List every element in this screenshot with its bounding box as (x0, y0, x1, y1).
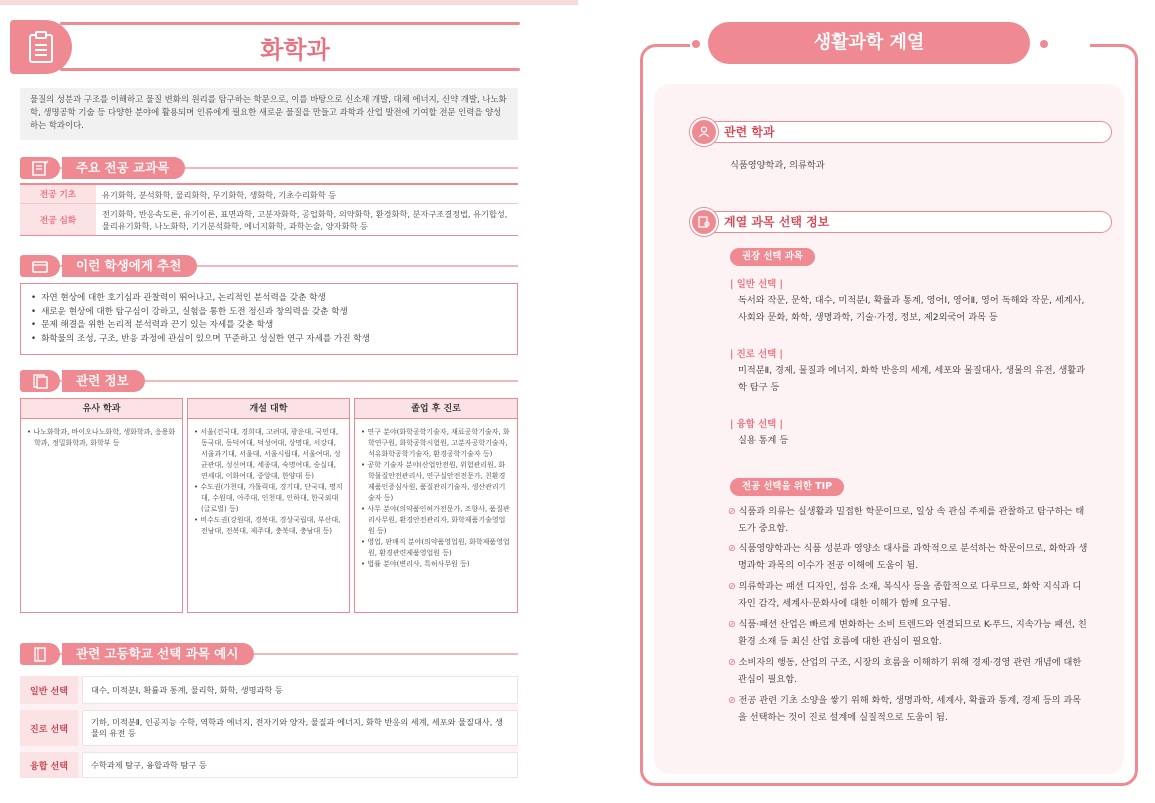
tip-mark: ⊘ (728, 581, 736, 592)
list-item: • 수도권(가천대, 가톨릭대, 경기대, 단국대, 명지대, 수원대, 아주대, 인천대, 인하대, 한국외대(글로벌) 등) (194, 482, 343, 515)
select-info-title: 계열 과목 선택 정보 (712, 211, 1112, 233)
tip-mark: ⊘ (728, 619, 736, 630)
top-strip (0, 0, 578, 5)
department-intro: 물질의 성분과 구조를 이해하고 물질 변화의 원리를 탐구하는 학문으로, 이를 바탕으로 신소재 개발, 대체 에너지, 신약 개발, 나노화학, 생명공학 기술 등 다양한 분야에 활용되며 인류에게 필요한 새로운 물질을 만들고 과학과 산업 발전에 기여할 전문 인력을 양성하는 학과이다. (20, 88, 518, 140)
tip-mark: ⊘ (728, 506, 736, 517)
general-select-label: | 일반 선택 | (730, 279, 783, 290)
tip-item (728, 540, 1090, 574)
tip-item (728, 692, 1090, 726)
list-item: • 공학 기술자 분야(산업안전원, 위험관리원, 화학물질안전관리사, 연구실안전전문가, 친환경제품인증심사원, 품질관리기술자, 생산관리기술자 등) (361, 460, 511, 504)
tip-item (728, 578, 1090, 612)
table-row (20, 185, 518, 204)
field-banner: 생활과학 계열 (708, 22, 1030, 64)
hs-value: 기하, 미적분Ⅱ, 인공지능 수학, 역학과 에너지, 전자기와 양자, 물질과 에너지, 화학 반응의 세계, 세포와 물질대사, 생물의 유전 등 (82, 710, 518, 746)
table-row (20, 204, 518, 235)
list-item: • 화학물의 조성, 구조, 반응 과정에 관심이 있으며 꾸준하고 성실한 연구 자세를 가진 학생 (31, 333, 507, 347)
info-section-header (20, 370, 518, 392)
person-icon (697, 125, 711, 139)
tip-text: 의류학과는 패션 디자인, 섬유 소재, 복식사 등을 종합적으로 다루므로, 화학 지식과 디자인 감각, 세계사·문화사에 대한 이해가 함께 요구됨. (738, 581, 1082, 609)
course-label: 전공 심화 (20, 204, 96, 235)
similar-dept-column (20, 398, 183, 613)
info-section-title: 관련 정보 (62, 370, 145, 392)
header-line-bottom (60, 68, 520, 71)
banner-dot-left (692, 40, 700, 48)
select-info-header (690, 208, 1112, 236)
banner-dot-right (1040, 40, 1048, 48)
fusion-select-courses: 실용 통계 등 (738, 435, 789, 446)
recommend-section-header (20, 255, 518, 277)
list-item: • 법률 분야(변리사, 특허사무원 등) (361, 559, 511, 570)
clipboard-icon-box (10, 20, 72, 74)
courses-table (20, 183, 518, 236)
table-row (20, 710, 518, 746)
tip-text: 식품·패션 산업은 빠르게 변화하는 소비 트렌드와 연결되므로 K-푸드, 지속가능 패션, 친환경 소재 등 최신 산업 흐름에 대한 관심이 필요함. (738, 619, 1087, 647)
career-select-label: | 진로 선택 | (730, 349, 783, 360)
hs-label: 융합 선택 (20, 752, 78, 778)
career-column (354, 398, 518, 613)
book-search-icon (697, 215, 711, 229)
recommend-list (20, 283, 518, 355)
list-item: • 서울(건국대, 경희대, 고려대, 광운대, 국민대, 동국대, 동덕여대, 덕성여대, 상명대, 서강대, 서울과기대, 서울대, 서울시립대, 서울여대, 성균관대, 성신여대, 세종대, 숙명여대, 숭실대, 연세대, 이화여대, 중앙대, 한양대 등) (194, 427, 343, 482)
clipboard-icon (26, 30, 56, 64)
notebook-icon-box (20, 157, 60, 179)
course-value: 전기화학, 반응속도론, 유기이론, 표면과학, 고분자화학, 공업화학, 의약화학, 환경화학, 분자구조결정법, 유기합성, 물리유기화학, 나노화학, 기기분석화학, 에너지화학, 과학논술, 양자화학 등 (102, 209, 508, 231)
list-item: • 사무 분야(의약품인허가전문가, 조향사, 품질관리사무원, 환경안전관리자, 화학제품기술영업원 등) (361, 504, 511, 537)
hs-label: 진로 선택 (20, 710, 78, 746)
hs-value: 대수, 미적분Ⅰ, 확률과 통계, 물리학, 화학, 생명과학 등 (82, 676, 518, 704)
hs-section-header (20, 643, 518, 665)
notebook-icon (31, 160, 49, 176)
hs-label: 일반 선택 (20, 676, 78, 704)
courses-section-title: 주요 전공 교과목 (62, 157, 185, 179)
tip-text: 식품과 의류는 실생활과 밀접한 학문이므로, 일상 속 관심 주제를 관찰하고 탐구하는 태도가 중요함. (738, 506, 1085, 534)
tip-text: 식품영양학과는 식품 성분과 영양소 대사를 과학적으로 분석하는 학문이므로, 화학과 생명과학 과목의 이수가 전공 이해에 도움이 됨. (738, 543, 1088, 571)
folder-icon (31, 258, 49, 274)
page-title: 화학과 (260, 36, 330, 64)
related-dept-header (690, 118, 1112, 146)
univ-column (187, 398, 350, 613)
documents-icon-box (20, 370, 60, 392)
tip-text: 전공 관련 기초 소양을 쌓기 위해 화학, 생명과학, 세계사, 확률과 통계, 경제 등의 과목을 선택하는 것이 진로 설계에 실질적으로 도움이 됨. (738, 695, 1082, 723)
table-row (20, 752, 518, 778)
list-item: • 새로운 현상에 대한 탐구심이 강하고, 실험을 통한 도전 정신과 창의력을 갖춘 학생 (31, 306, 507, 320)
list-item: • 문제 해결을 위한 논리적 분석력과 끈기 있는 자세를 갖춘 학생 (31, 319, 507, 333)
tip-mark: ⊘ (728, 695, 736, 706)
tip-item (728, 654, 1090, 688)
hs-section-title: 관련 고등학교 선택 과목 예시 (62, 643, 254, 665)
table-row (20, 676, 518, 704)
documents-icon (31, 373, 49, 389)
list-item: • 나노화학과, 바이오나노화학, 생화학과, 응용화학과, 정밀화학과, 화학부 등 (27, 427, 176, 449)
courses-section-header (20, 157, 518, 179)
person-icon-circle (690, 118, 718, 146)
list-item: • 자연 현상에 대한 호기심과 관찰력이 뛰어나고, 논리적인 분석력을 갖춘 학생 (31, 292, 507, 306)
hs-table (20, 676, 518, 784)
book-icon-box (20, 643, 60, 665)
list-item: • 영업, 판매직 분야(의약품영업원, 화학제품영업원, 환경관련제품영업원 등) (361, 537, 511, 559)
recommend-section-title: 이런 학생에게 추천 (62, 255, 197, 277)
tip-mark: ⊘ (728, 657, 736, 668)
list-item: • 비수도권(강원대, 경북대, 경상국립대, 부산대, 전남대, 전북대, 제주대, 충북대, 충남대 등) (194, 515, 343, 537)
hs-value: 수학과제 탐구, 융합과학 탐구 등 (82, 752, 518, 778)
book-search-icon-circle (690, 208, 718, 236)
tip-item (728, 503, 1090, 537)
related-dept-title: 관련 학과 (712, 121, 1112, 143)
folder-icon-box (20, 255, 60, 277)
header-line-top (60, 22, 520, 25)
career-select-courses: 미적분Ⅱ, 경제, 물질과 에너지, 화학 반응의 세계, 세포와 물질대사, 생물의 유전, 생활과학 탐구 등 (738, 365, 1086, 393)
career-head: 졸업 후 진로 (355, 399, 517, 419)
course-label: 전공 기초 (20, 185, 96, 203)
related-depts: 식품영양학과, 의류학과 (730, 160, 825, 171)
tip-pill: 전공 선택을 위한 TIP (730, 478, 844, 496)
general-select-courses: 독서와 작문, 문학, 대수, 미적분Ⅰ, 확률과 통계, 영어Ⅰ, 영어Ⅱ, 영어 독해와 작문, 세계사, 사회와 문화, 화학, 생명과학, 기술·가정, 정보, 제2외국어 과목 등 (738, 295, 1085, 323)
univ-head: 개설 대학 (188, 399, 349, 419)
tip-text: 소비자의 행동, 산업의 구조, 시장의 흐름을 이해하기 위해 경제·경영 관련 개념에 대한 관심이 필요함. (738, 657, 1082, 685)
similar-dept-head: 유사 학과 (21, 399, 182, 419)
recommended-courses-pill: 권장 선택 과목 (730, 248, 815, 266)
fusion-select-label: | 융합 선택 | (730, 419, 783, 430)
tip-item (728, 616, 1090, 650)
list-item: • 연구 분야(화학공학기술자, 재료공학기술자, 화학연구원, 화학공학시험원, 고분자공학기술자, 석유화학공학기술자, 환경공학기술자 등) (361, 427, 511, 460)
course-value: 유기화학, 분석화학, 물리화학, 무기화학, 생화학, 기초수리화학 등 (102, 190, 337, 200)
tip-mark: ⊘ (728, 543, 736, 554)
book-icon (31, 646, 49, 662)
